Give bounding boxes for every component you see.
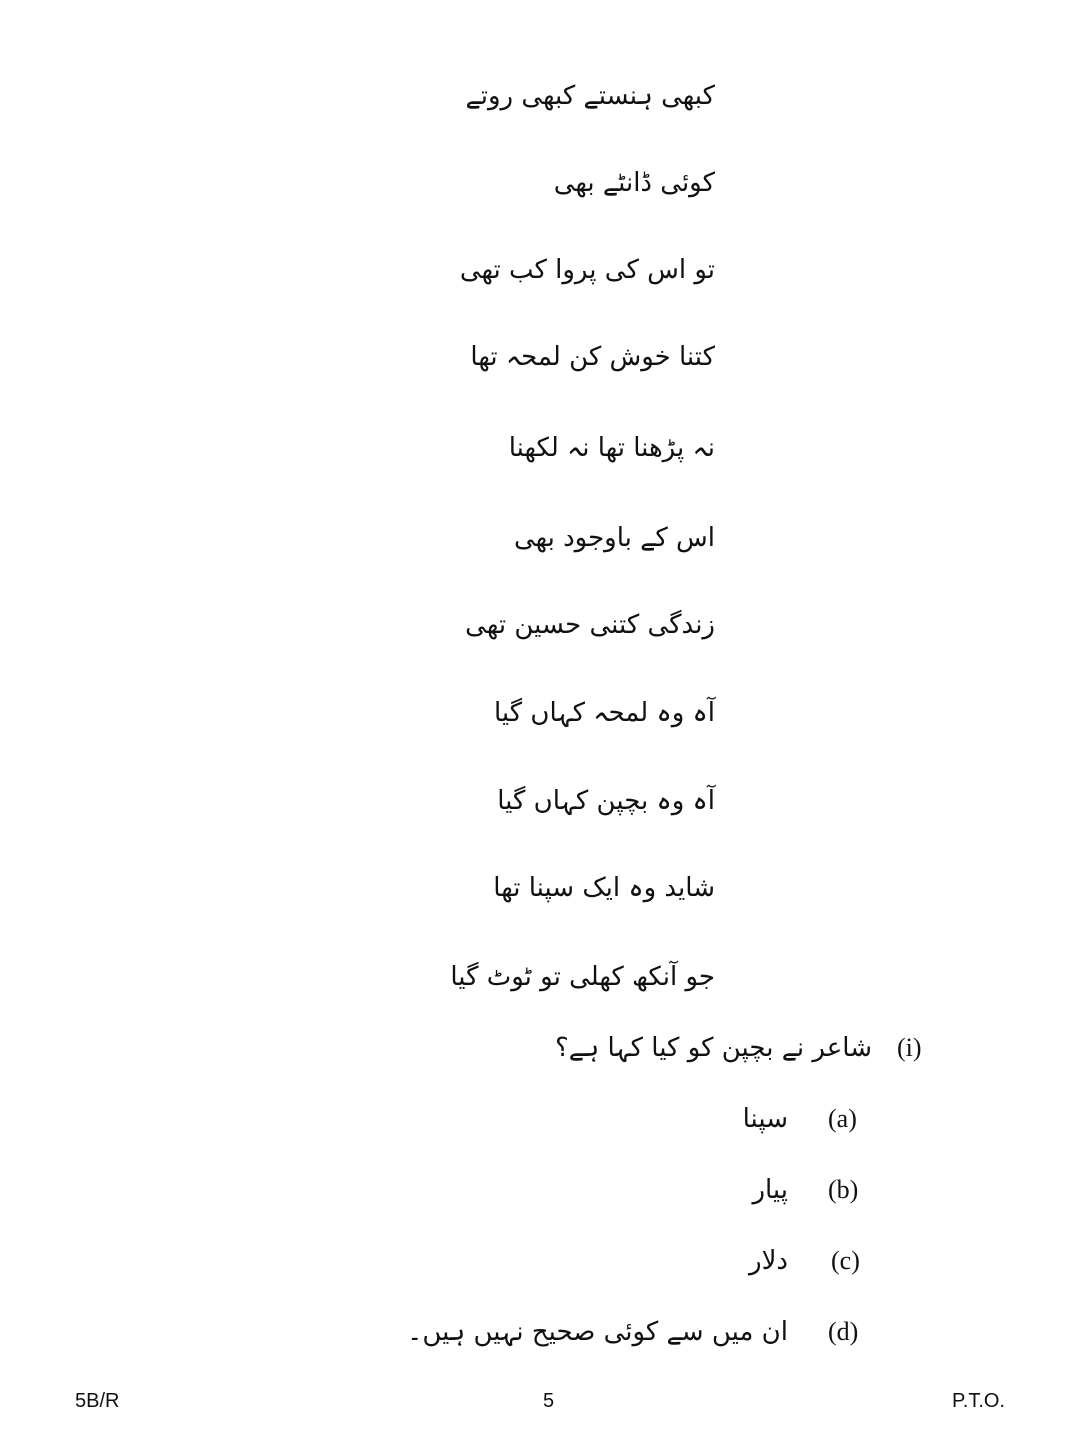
option-label: (c) [831,1246,860,1275]
poem-line: جو آنکھ کھلی تو ٹوٹ گیا [450,962,715,992]
poem-line: شاید وہ ایک سپنا تھا [493,873,715,903]
option-text: پیار [752,1175,788,1205]
option-text: دلار [749,1246,788,1276]
poem-line: کبھی ہنستے کبھی روتے [465,81,715,111]
poem-line: اس کے باوجود بھی [513,523,715,553]
poem-line: کوئی ڈانٹے بھی [553,168,715,198]
option-label: (a) [828,1104,857,1133]
paper-code: 5B/R [75,1390,120,1412]
poem-line: آہ وہ بچپن کہاں گیا [497,786,715,816]
poem-line: نہ پڑھنا تھا نہ لکھنا [508,433,715,463]
option-text: ان میں سے کوئی صحیح نہیں ہیں۔ [407,1317,788,1347]
poem-line: تو اس کی پروا کب تھی [459,255,715,285]
poem-line: کتنا خوش کن لمحہ تھا [470,342,715,372]
poem-line: آہ وہ لمحہ کہاں گیا [493,698,715,728]
question-number: (i) [897,1033,922,1062]
poem-line: زندگی کتنی حسین تھی [465,610,715,640]
option-label: (d) [828,1317,859,1346]
page-number: 5 [543,1390,555,1412]
pto-label: P.T.O. [952,1390,1005,1412]
option-text: سپنا [742,1104,788,1134]
question-text: شاعر نے بچپن کو کیا کہا ہے؟ [554,1033,872,1063]
option-label: (b) [828,1175,859,1204]
